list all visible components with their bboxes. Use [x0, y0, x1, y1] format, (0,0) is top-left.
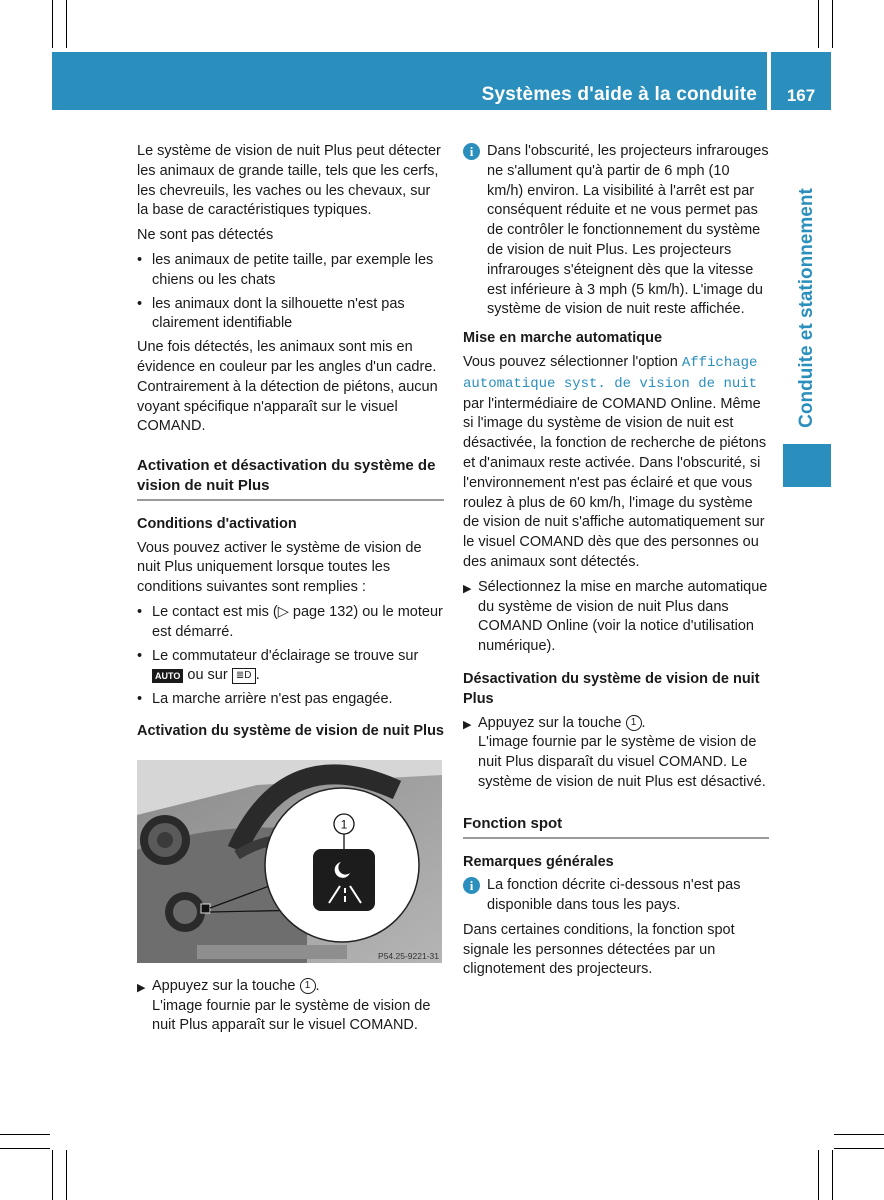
list-item — [137, 690, 444, 710]
page-number-box — [771, 52, 831, 110]
page-reference-link[interactable]: ▷ page 132 — [277, 603, 354, 620]
list-item-text: les animaux dont la silhouette n'est pas clairement identifiable — [152, 295, 405, 332]
text-fragment: ou sur — [187, 667, 228, 684]
low-beam-icon: ≣D — [232, 668, 256, 684]
callout-number: 1 — [340, 817, 348, 832]
arrow-icon: ▶ — [463, 718, 472, 731]
text-fragment: Le contact est mis ( — [152, 603, 278, 620]
bullet-mark: • — [137, 647, 143, 664]
bullet-mark: • — [137, 691, 143, 708]
dashboard-illustration — [137, 760, 442, 963]
bullet-mark: • — [137, 295, 143, 312]
conditions-paragraph: Vous pouvez activer le système de vision de nuit Plus uniquement lorsque toutes les conditions suivantes sont remplies : — [137, 539, 422, 596]
side-tab-label: Conduite et stationnement — [796, 188, 817, 428]
list-item — [137, 647, 444, 687]
crop-mark — [52, 1150, 53, 1200]
spot-function-heading: Fonction spot — [463, 814, 769, 839]
text-fragment: L'image fournie par le système de vision de nuit Plus apparaît sur le visuel COMAND. — [152, 997, 431, 1034]
not-detected-label: Ne sont pas détectés — [137, 227, 274, 244]
conditions-heading: Conditions d'activation — [137, 515, 297, 532]
text-fragment: par l'intermédiaire de COMAND Online. Même si l'image du système de vision de nuit est désactivée, la fonction de recherche de piétons et d'animaux reste activée. Dans l'obscurité, si l'environnement n'est pas éclairé et que vous roulez à plus de 60 km/h, l'image du système de vision de nuit s'affiche automatiquement sur le visuel COMAND dès que des personnes ou des animaux sont détectés. — [463, 395, 767, 570]
bullet-mark: • — [137, 603, 143, 620]
side-tab-marker — [783, 444, 831, 487]
activation-heading: Activation du système de vision de nuit Plus — [137, 722, 444, 739]
instruction-text — [478, 714, 769, 793]
spot-paragraph: Dans certaines conditions, la fonction spot signale les personnes détectées par un clignotement des projecteurs. — [463, 921, 735, 978]
info-text: La fonction décrite ci-dessous n'est pas disponible dans tous les pays. — [487, 877, 741, 914]
auto-key-icon: AUTO — [152, 669, 183, 683]
header-bar — [52, 52, 767, 110]
info-icon: i — [463, 877, 480, 894]
list-item — [137, 603, 444, 643]
instruction-text — [152, 977, 444, 1036]
info-note — [463, 876, 769, 916]
instruction-step — [463, 578, 769, 657]
text-fragment: Le commutateur d'éclairage se trouve sur — [152, 647, 419, 664]
right-column — [463, 142, 769, 985]
info-icon: i — [463, 143, 480, 160]
instruction-step — [463, 714, 769, 793]
list-item-text — [152, 603, 444, 643]
menu-option-text: Affichage automatique syst. de vision de nuit — [463, 354, 758, 392]
text-fragment: Appuyez sur la touche — [152, 977, 296, 994]
general-notes-heading: Remarques générales — [463, 853, 614, 870]
list-item-text: les animaux de petite taille, par exemple les chiens ou les chats — [152, 251, 434, 288]
bullet-mark: • — [137, 251, 143, 268]
text-fragment: ) ou le moteur est démarré. — [152, 603, 443, 640]
crop-mark — [0, 1134, 50, 1135]
instruction-step — [137, 977, 444, 1036]
crop-mark — [66, 1150, 67, 1200]
crop-mark — [66, 0, 67, 48]
crop-mark — [834, 1148, 884, 1149]
text-fragment: Appuyez sur la touche — [478, 714, 622, 731]
list-item-text — [152, 647, 444, 687]
text-fragment: L'image fournie par le système de vision de nuit Plus disparaît du visuel COMAND. Le système de vision de nuit Plus est désactivé. — [478, 734, 766, 790]
arrow-icon: ▶ — [463, 582, 472, 595]
info-text: Dans l'obscurité, les projecteurs infrarouges ne s'allument qu'à partir de 6 mph (10 km/h) environ. La visibilité à l'arrêt est par conséquent réduite et ne vous permet pas de contrôler le fonctionnement du système de vision de nuit Plus. Les projecteurs infrarouges s'éteignent dès que la vitesse est inférieure à 3 mph (5 km/h). L'image du système de vision de nuit reste affichée. — [487, 143, 769, 318]
crop-mark — [818, 0, 819, 48]
text-fragment: Vous pouvez sélectionner l'option — [463, 353, 678, 370]
deactivation-heading: Désactivation du système de vision de nuit Plus — [463, 670, 760, 707]
crop-mark — [0, 1148, 50, 1149]
text-fragment: . — [255, 667, 260, 684]
list-item — [137, 251, 444, 291]
crop-mark — [52, 0, 53, 48]
crop-mark — [818, 1150, 819, 1200]
auto-start-heading: Mise en marche automatique — [463, 330, 663, 347]
button-number-icon: 1 — [300, 978, 316, 994]
intro-paragraph: Le système de vision de nuit Plus peut détecter les animaux de grande taille, tels que les cerfs, les chevreuils, les vaches ou les chevaux, sur la base de caractéristiques typiques. — [137, 143, 441, 219]
section-heading-activation: Activation et désactivation du système de vision de nuit Plus — [137, 456, 444, 501]
list-item-text: La marche arrière n'est pas engagée. — [152, 691, 393, 708]
auto-start-paragraph — [463, 353, 769, 573]
instruction-text: Sélectionnez la mise en marche automatique du système de vision de nuit Plus dans COMAND Online (voir la notice d'utilisation numérique). — [478, 578, 768, 655]
header-title: Systèmes d'aide à la conduite — [481, 84, 757, 105]
detected-paragraph: Une fois détectés, les animaux sont mis en évidence en couleur par les angles d'un cadre. Contrairement à la détection de piétons, aucun voyant spécifique n'apparaît sur le visuel COMAND. — [137, 339, 438, 435]
button-number-icon: 1 — [626, 715, 642, 731]
image-code: P54.25-9221-31 — [378, 950, 439, 961]
page-number: 167 — [786, 86, 816, 105]
left-column — [137, 142, 444, 1041]
list-item — [137, 295, 444, 335]
crop-mark — [834, 1134, 884, 1135]
text-fragment: . — [315, 977, 320, 994]
crop-mark — [832, 0, 833, 48]
info-note — [463, 142, 769, 320]
arrow-icon: ▶ — [137, 981, 146, 994]
text-fragment: . — [641, 714, 646, 731]
dashboard-photo — [137, 760, 442, 963]
crop-mark — [832, 1150, 833, 1200]
